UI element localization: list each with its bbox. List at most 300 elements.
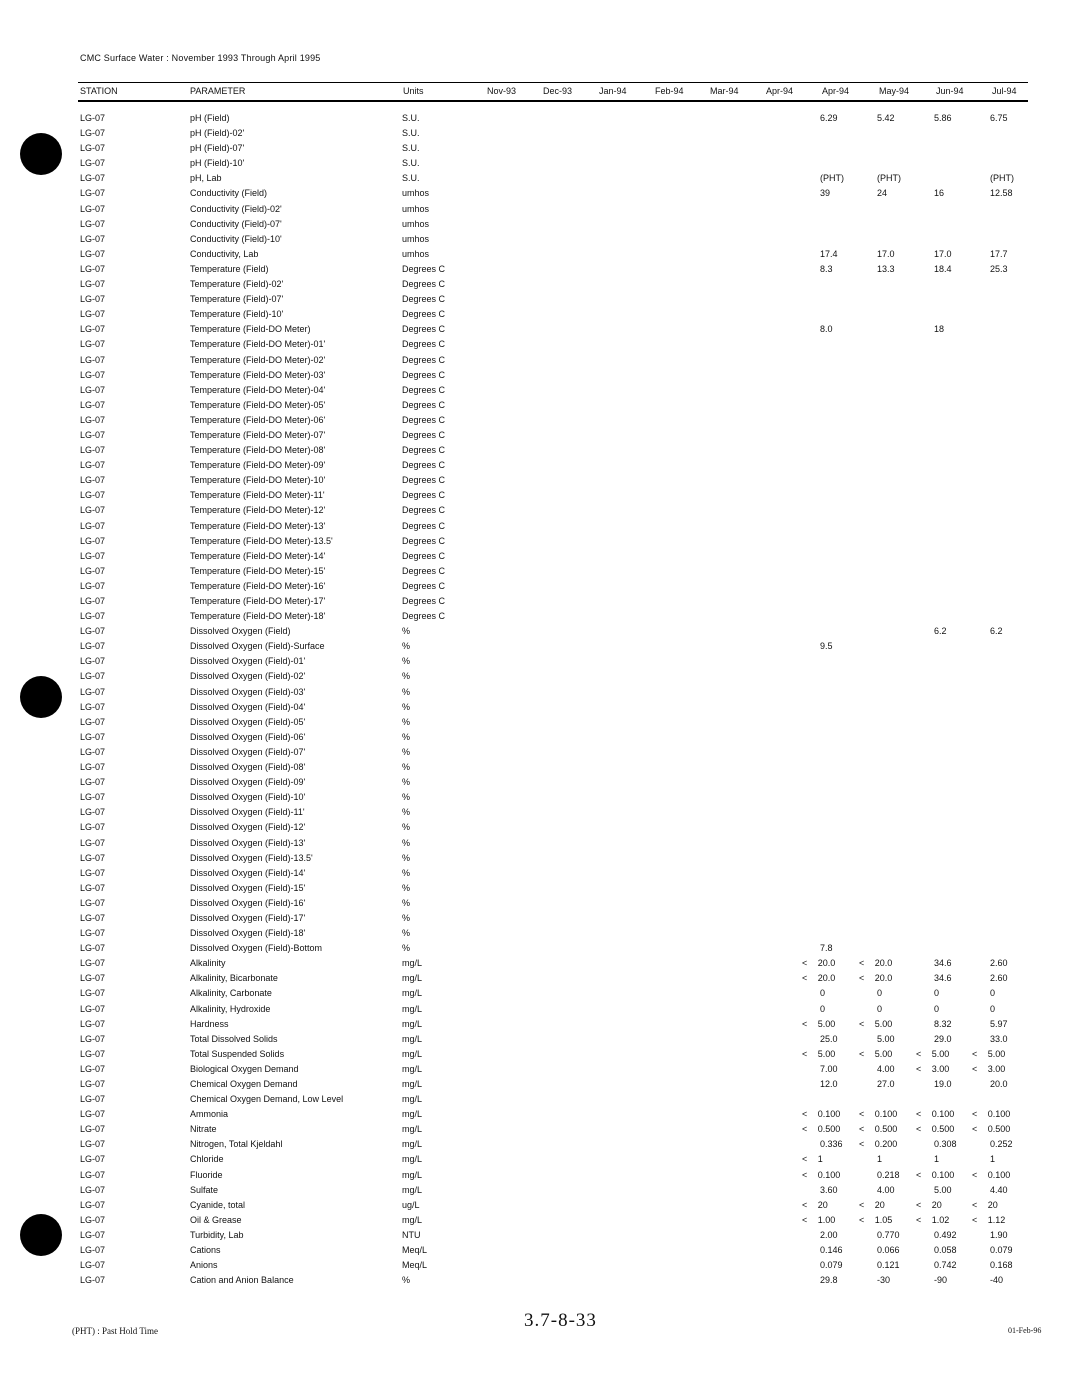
units-cell: % bbox=[402, 746, 411, 757]
col-feb-94: Feb-94 bbox=[655, 86, 684, 96]
value-cell: 9.5 bbox=[820, 641, 833, 652]
units-cell: Degrees C bbox=[402, 611, 446, 622]
table-row bbox=[0, 370, 1068, 385]
parameter-cell: Conductivity, Lab bbox=[190, 248, 259, 259]
parameter-cell: Cation and Anion Balance bbox=[190, 1275, 294, 1286]
station-cell: LG-07 bbox=[80, 354, 106, 365]
value-cell: 5.42 bbox=[877, 113, 895, 123]
units-cell: % bbox=[402, 807, 411, 818]
units-cell: % bbox=[402, 686, 411, 697]
table-row bbox=[0, 1079, 1068, 1094]
parameter-cell: Temperature (Field)-07' bbox=[190, 294, 284, 305]
units-cell: mg/L bbox=[402, 973, 423, 984]
value-cell: 0.146 bbox=[820, 1245, 843, 1256]
parameter-cell: Dissolved Oxygen (Field)-Bottom bbox=[190, 943, 323, 954]
units-cell: mg/L bbox=[402, 1018, 423, 1029]
station-cell: LG-07 bbox=[80, 309, 106, 320]
table-row bbox=[0, 1109, 1068, 1124]
station-cell: LG-07 bbox=[80, 912, 106, 923]
value-cell: 7.8 bbox=[820, 943, 833, 954]
table-header bbox=[78, 82, 1028, 102]
parameter-cell: Dissolved Oxygen (Field)-04' bbox=[190, 701, 306, 712]
parameter-cell: Cyanide, total bbox=[190, 1199, 246, 1210]
station-cell: LG-07 bbox=[80, 867, 106, 878]
parameter-cell: Chemical Oxygen Demand bbox=[190, 1079, 298, 1089]
value-cell: 0 bbox=[877, 988, 883, 999]
col-units: Units bbox=[403, 86, 424, 96]
parameter-cell: Temperature (Field-DO Meter)-18' bbox=[190, 611, 326, 622]
parameter-cell: Nitrate bbox=[190, 1124, 217, 1135]
value-cell: 0.058 bbox=[934, 1245, 957, 1256]
units-cell: % bbox=[402, 882, 411, 893]
table-row bbox=[0, 536, 1068, 551]
value-cell: 27.0 bbox=[877, 1079, 895, 1089]
table-row bbox=[0, 626, 1068, 641]
col-mar-94: Mar-94 bbox=[710, 86, 739, 96]
parameter-cell: Temperature (Field-DO Meter)-03' bbox=[190, 369, 326, 380]
parameter-cell: Anions bbox=[190, 1260, 218, 1271]
table-row bbox=[0, 687, 1068, 702]
value-cell: < 20.0 bbox=[859, 958, 893, 969]
units-cell: mg/L bbox=[402, 958, 423, 969]
parameter-cell: Ammonia bbox=[190, 1109, 229, 1120]
table-row bbox=[0, 1139, 1068, 1154]
station-cell: LG-07 bbox=[80, 731, 106, 742]
table-row bbox=[0, 475, 1068, 490]
parameter-cell: Temperature (Field-DO Meter)-06' bbox=[190, 414, 326, 425]
units-cell: Degrees C bbox=[402, 520, 446, 531]
parameter-cell: Alkalinity, Hydroxide bbox=[190, 1003, 271, 1014]
parameter-cell: Dissolved Oxygen (Field)-01' bbox=[190, 656, 306, 667]
station-cell: LG-07 bbox=[80, 1184, 106, 1195]
parameter-cell: Dissolved Oxygen (Field)-18' bbox=[190, 928, 306, 939]
table-row bbox=[0, 128, 1068, 143]
table-row bbox=[0, 505, 1068, 520]
parameter-cell: Dissolved Oxygen (Field)-13' bbox=[190, 837, 306, 848]
table-row bbox=[0, 521, 1068, 536]
value-cell: 12.58 bbox=[990, 188, 1013, 199]
value-cell: < 5.00 bbox=[972, 1048, 1006, 1059]
value-cell: < 5.00 bbox=[802, 1018, 836, 1029]
col-nov-93: Nov-93 bbox=[487, 86, 517, 96]
station-cell: LG-07 bbox=[80, 807, 106, 818]
table-row bbox=[0, 234, 1068, 249]
units-cell: umhos bbox=[402, 188, 430, 199]
value-cell: < 20.0 bbox=[802, 958, 836, 969]
table-row bbox=[0, 928, 1068, 943]
units-cell: Degrees C bbox=[402, 309, 446, 320]
table-row bbox=[0, 294, 1068, 309]
units-cell: % bbox=[402, 912, 411, 923]
value-cell: < 0.100 bbox=[802, 1169, 841, 1180]
parameter-cell: Cations bbox=[190, 1245, 221, 1256]
value-cell: 8.0 bbox=[820, 324, 833, 335]
units-cell: mg/L bbox=[402, 1003, 423, 1014]
units-cell: S.U. bbox=[402, 128, 420, 139]
units-cell: Degrees C bbox=[402, 263, 446, 274]
value-cell: 0.308 bbox=[934, 1139, 957, 1150]
parameter-cell: Nitrogen, Total Kjeldahl bbox=[190, 1139, 283, 1150]
table-row bbox=[0, 762, 1068, 777]
units-cell: Degrees C bbox=[402, 324, 446, 335]
parameter-cell: Chemical Oxygen Demand, Low Level bbox=[190, 1094, 344, 1105]
station-cell: LG-07 bbox=[80, 701, 106, 712]
value-cell: 1 bbox=[990, 1154, 996, 1165]
value-cell: 17.0 bbox=[934, 248, 952, 259]
station-cell: LG-07 bbox=[80, 973, 106, 984]
table-row bbox=[0, 792, 1068, 807]
units-cell: mg/L bbox=[402, 1094, 423, 1105]
parameter-cell: Conductivity (Field)-10' bbox=[190, 233, 282, 244]
station-cell: LG-07 bbox=[80, 580, 106, 591]
value-cell: 0.168 bbox=[990, 1260, 1013, 1271]
table-row bbox=[0, 1019, 1068, 1034]
units-cell: NTU bbox=[402, 1229, 421, 1240]
value-cell: 1.90 bbox=[990, 1229, 1008, 1240]
value-cell: < 1.00 bbox=[802, 1214, 836, 1225]
table-row bbox=[0, 611, 1068, 626]
parameter-cell: Temperature (Field-DO Meter)-10' bbox=[190, 475, 326, 486]
station-cell: LG-07 bbox=[80, 1245, 106, 1256]
parameter-cell: Dissolved Oxygen (Field)-12' bbox=[190, 822, 306, 833]
parameter-cell: Temperature (Field-DO Meter)-11' bbox=[190, 490, 325, 501]
units-cell: Degrees C bbox=[402, 596, 446, 606]
parameter-cell: Dissolved Oxygen (Field)-07' bbox=[190, 746, 306, 757]
parameter-cell: Conductivity (Field) bbox=[190, 188, 268, 199]
col-station: STATION bbox=[80, 86, 118, 96]
value-cell: -90 bbox=[934, 1275, 948, 1286]
table-row bbox=[0, 1230, 1068, 1245]
units-cell: % bbox=[402, 943, 411, 954]
station-cell: LG-07 bbox=[80, 837, 106, 848]
units-cell: Degrees C bbox=[402, 354, 446, 365]
units-cell: % bbox=[402, 822, 411, 833]
table-row bbox=[0, 1200, 1068, 1215]
station-cell: LG-07 bbox=[80, 641, 106, 652]
units-cell: S.U. bbox=[402, 113, 420, 123]
value-cell: < 5.00 bbox=[859, 1018, 893, 1029]
table-row bbox=[0, 339, 1068, 354]
station-cell: LG-07 bbox=[80, 143, 106, 154]
station-cell: LG-07 bbox=[80, 686, 106, 697]
value-cell: 0.079 bbox=[990, 1245, 1013, 1256]
value-cell: 18.4 bbox=[934, 263, 952, 274]
station-cell: LG-07 bbox=[80, 294, 106, 305]
value-cell: -30 bbox=[877, 1275, 891, 1286]
table-row bbox=[0, 898, 1068, 913]
table-row bbox=[0, 1034, 1068, 1049]
value-cell: < 20 bbox=[802, 1199, 828, 1210]
value-cell: 17.4 bbox=[820, 248, 838, 259]
station-cell: LG-07 bbox=[80, 369, 106, 380]
station-cell: LG-07 bbox=[80, 1094, 106, 1105]
table-row bbox=[0, 732, 1068, 747]
parameter-cell: Temperature (Field-DO Meter)-07' bbox=[190, 429, 326, 440]
station-cell: LG-07 bbox=[80, 505, 106, 516]
table-row bbox=[0, 143, 1068, 158]
station-cell: LG-07 bbox=[80, 520, 106, 531]
table-row bbox=[0, 822, 1068, 837]
parameter-cell: Temperature (Field-DO Meter)-01' bbox=[190, 339, 326, 350]
units-cell: Degrees C bbox=[402, 399, 446, 410]
table-row bbox=[0, 173, 1068, 188]
parameter-cell: Turbidity, Lab bbox=[190, 1229, 244, 1240]
units-cell: % bbox=[402, 641, 411, 652]
parameter-cell: Conductivity (Field)-07' bbox=[190, 218, 282, 229]
table-row bbox=[0, 1170, 1068, 1185]
parameter-cell: Dissolved Oxygen (Field)-Surface bbox=[190, 641, 325, 652]
value-cell: 18 bbox=[934, 324, 945, 335]
station-cell: LG-07 bbox=[80, 550, 106, 561]
units-cell: % bbox=[402, 867, 411, 878]
value-cell: 0.492 bbox=[934, 1229, 957, 1240]
col-may-94: May-94 bbox=[879, 86, 910, 96]
station-cell: LG-07 bbox=[80, 671, 106, 682]
table-row bbox=[0, 1260, 1068, 1275]
table-row bbox=[0, 958, 1068, 973]
value-cell: < 3.00 bbox=[972, 1063, 1006, 1074]
table-row bbox=[0, 581, 1068, 596]
units-cell: Degrees C bbox=[402, 339, 446, 350]
table-row bbox=[0, 913, 1068, 928]
value-cell: 17.0 bbox=[877, 248, 895, 259]
parameter-cell: Dissolved Oxygen (Field)-05' bbox=[190, 716, 306, 727]
parameter-cell: pH (Field)-02' bbox=[190, 128, 245, 139]
station-cell: LG-07 bbox=[80, 792, 106, 803]
parameter-cell: pH, Lab bbox=[190, 173, 222, 184]
units-cell: % bbox=[402, 852, 411, 863]
units-cell: Degrees C bbox=[402, 369, 446, 380]
table-row bbox=[0, 747, 1068, 762]
value-cell: 8.3 bbox=[820, 263, 833, 274]
value-cell: < 20.0 bbox=[802, 973, 836, 984]
parameter-cell: Temperature (Field-DO Meter)-05' bbox=[190, 399, 326, 410]
units-cell: mg/L bbox=[402, 1109, 423, 1120]
units-cell: Degrees C bbox=[402, 565, 446, 576]
units-cell: % bbox=[402, 792, 411, 803]
value-cell: 33.0 bbox=[990, 1033, 1008, 1044]
units-cell: mg/L bbox=[402, 1214, 423, 1225]
table-row bbox=[0, 868, 1068, 883]
value-cell: 0.252 bbox=[990, 1139, 1013, 1150]
value-cell: -40 bbox=[990, 1275, 1004, 1286]
col-apr-94-a: Apr-94 bbox=[766, 86, 794, 96]
station-cell: LG-07 bbox=[80, 611, 106, 622]
table-row bbox=[0, 219, 1068, 234]
table-row bbox=[0, 490, 1068, 505]
units-cell: umhos bbox=[402, 218, 430, 229]
parameter-cell: Temperature (Field-DO Meter)-02' bbox=[190, 354, 326, 365]
table-row bbox=[0, 1154, 1068, 1169]
station-cell: LG-07 bbox=[80, 1124, 106, 1135]
value-cell: 20.0 bbox=[990, 1079, 1008, 1089]
table-row bbox=[0, 1185, 1068, 1200]
value-cell: 29.0 bbox=[934, 1033, 952, 1044]
parameter-cell: Dissolved Oxygen (Field)-13.5' bbox=[190, 852, 313, 863]
parameter-cell: pH (Field)-07' bbox=[190, 143, 245, 154]
table-row bbox=[0, 158, 1068, 173]
parameter-cell: Temperature (Field-DO Meter)-04' bbox=[190, 384, 326, 395]
table-body bbox=[0, 113, 1068, 1290]
station-cell: LG-07 bbox=[80, 399, 106, 410]
value-cell: < 0.200 bbox=[859, 1139, 898, 1150]
col-jan-94: Jan-94 bbox=[599, 86, 627, 96]
table-row bbox=[0, 717, 1068, 732]
station-cell: LG-07 bbox=[80, 943, 106, 954]
parameter-cell: Temperature (Field) bbox=[190, 263, 269, 274]
units-cell: umhos bbox=[402, 248, 430, 259]
station-cell: LG-07 bbox=[80, 656, 106, 667]
value-cell: 3.60 bbox=[820, 1184, 838, 1195]
parameter-cell: Dissolved Oxygen (Field)-16' bbox=[190, 897, 306, 908]
parameter-cell: Dissolved Oxygen (Field)-14' bbox=[190, 867, 306, 878]
station-cell: LG-07 bbox=[80, 203, 106, 214]
units-cell: Degrees C bbox=[402, 535, 446, 546]
value-cell: 4.40 bbox=[990, 1184, 1008, 1195]
parameter-cell: Dissolved Oxygen (Field)-15' bbox=[190, 882, 306, 893]
value-cell: 29.8 bbox=[820, 1275, 838, 1286]
parameter-cell: Temperature (Field)-10' bbox=[190, 309, 284, 320]
table-row bbox=[0, 1049, 1068, 1064]
station-cell: LG-07 bbox=[80, 1003, 106, 1014]
value-cell: 0 bbox=[990, 988, 996, 999]
value-cell: 34.6 bbox=[934, 958, 952, 969]
units-cell: S.U. bbox=[402, 158, 420, 169]
parameter-cell: Fluoride bbox=[190, 1169, 223, 1180]
footnote: (PHT) : Past Hold Time bbox=[72, 1326, 159, 1336]
units-cell: % bbox=[402, 626, 411, 637]
station-cell: LG-07 bbox=[80, 339, 106, 350]
value-cell: 25.3 bbox=[990, 263, 1008, 274]
units-cell: mg/L bbox=[402, 1154, 423, 1165]
value-cell: 6.75 bbox=[990, 113, 1008, 123]
value-cell: < 5.00 bbox=[802, 1048, 836, 1059]
value-cell: 0 bbox=[934, 1003, 940, 1014]
station-cell: LG-07 bbox=[80, 414, 106, 425]
table-row bbox=[0, 249, 1068, 264]
table-row bbox=[0, 324, 1068, 339]
parameter-cell: Oil & Grease bbox=[190, 1214, 242, 1225]
units-cell: % bbox=[402, 656, 411, 667]
station-cell: LG-07 bbox=[80, 1154, 106, 1165]
value-cell: < 1.02 bbox=[916, 1214, 950, 1225]
table-row bbox=[0, 385, 1068, 400]
table-row bbox=[0, 460, 1068, 475]
station-cell: LG-07 bbox=[80, 158, 106, 169]
units-cell: % bbox=[402, 731, 411, 742]
document-title: CMC Surface Water : November 1993 Through April 1995 bbox=[80, 53, 321, 63]
parameter-cell: Dissolved Oxygen (Field)-10' bbox=[190, 792, 306, 803]
units-cell: S.U. bbox=[402, 143, 420, 154]
value-cell: < 0.100 bbox=[916, 1109, 955, 1120]
table-row bbox=[0, 883, 1068, 898]
station-cell: LG-07 bbox=[80, 188, 106, 199]
units-cell: Degrees C bbox=[402, 490, 446, 501]
value-cell: 6.2 bbox=[990, 626, 1003, 637]
parameter-cell: Temperature (Field-DO Meter)-12' bbox=[190, 505, 326, 516]
units-cell: Degrees C bbox=[402, 475, 446, 486]
units-cell: mg/L bbox=[402, 1124, 423, 1135]
station-cell: LG-07 bbox=[80, 263, 106, 274]
units-cell: mg/L bbox=[402, 988, 423, 999]
parameter-cell: Alkalinity, Bicarbonate bbox=[190, 973, 278, 984]
parameter-cell: Biological Oxygen Demand bbox=[190, 1063, 299, 1074]
station-cell: LG-07 bbox=[80, 1063, 106, 1074]
table-row bbox=[0, 204, 1068, 219]
station-cell: LG-07 bbox=[80, 1139, 106, 1150]
parameter-cell: Temperature (Field-DO Meter) bbox=[190, 324, 311, 335]
station-cell: LG-07 bbox=[80, 233, 106, 244]
table-row bbox=[0, 566, 1068, 581]
station-cell: LG-07 bbox=[80, 822, 106, 833]
station-cell: LG-07 bbox=[80, 762, 106, 773]
table-row bbox=[0, 838, 1068, 853]
value-cell: < 1 bbox=[802, 1154, 823, 1165]
station-cell: LG-07 bbox=[80, 445, 106, 456]
value-cell: 5.97 bbox=[990, 1018, 1008, 1029]
parameter-cell: Dissolved Oxygen (Field)-17' bbox=[190, 912, 306, 923]
col-jul-94: Jul-94 bbox=[992, 86, 1017, 96]
units-cell: Degrees C bbox=[402, 384, 446, 395]
value-cell: 7.00 bbox=[820, 1063, 838, 1074]
station-cell: LG-07 bbox=[80, 626, 106, 637]
value-cell: 5.00 bbox=[877, 1033, 895, 1044]
value-cell: 34.6 bbox=[934, 973, 952, 984]
value-cell: 0 bbox=[820, 988, 826, 999]
units-cell: mg/L bbox=[402, 1169, 423, 1180]
units-cell: % bbox=[402, 701, 411, 712]
value-cell: 0 bbox=[877, 1003, 883, 1014]
station-cell: LG-07 bbox=[80, 852, 106, 863]
value-cell: 6.29 bbox=[820, 113, 838, 123]
value-cell: < 1.05 bbox=[859, 1214, 893, 1225]
station-cell: LG-07 bbox=[80, 475, 106, 486]
parameter-cell: Temperature (Field-DO Meter)-13.5' bbox=[190, 535, 333, 546]
value-cell: 0.336 bbox=[820, 1139, 843, 1150]
value-cell: 39 bbox=[820, 188, 831, 199]
value-cell: 0.742 bbox=[934, 1260, 957, 1271]
value-cell: 4.00 bbox=[877, 1184, 895, 1195]
station-cell: LG-07 bbox=[80, 988, 106, 999]
parameter-cell: Total Dissolved Solids bbox=[190, 1033, 278, 1044]
station-cell: LG-07 bbox=[80, 897, 106, 908]
units-cell: ug/L bbox=[402, 1199, 420, 1210]
table-row bbox=[0, 1275, 1068, 1290]
value-cell: 0.121 bbox=[877, 1260, 900, 1271]
value-cell: < 0.100 bbox=[972, 1109, 1011, 1120]
station-cell: LG-07 bbox=[80, 1079, 106, 1089]
station-cell: LG-07 bbox=[80, 1214, 106, 1225]
units-cell: S.U. bbox=[402, 173, 420, 184]
units-cell: Degrees C bbox=[402, 414, 446, 425]
units-cell: Degrees C bbox=[402, 429, 446, 440]
value-cell: 17.7 bbox=[990, 248, 1008, 259]
value-cell: 16 bbox=[934, 188, 945, 199]
parameter-cell: Hardness bbox=[190, 1018, 229, 1029]
station-cell: LG-07 bbox=[80, 248, 106, 259]
station-cell: LG-07 bbox=[80, 1275, 106, 1286]
units-cell: % bbox=[402, 671, 411, 682]
value-cell: 12.0 bbox=[820, 1079, 838, 1089]
units-cell: % bbox=[402, 716, 411, 727]
units-cell: % bbox=[402, 837, 411, 848]
value-cell: 25.0 bbox=[820, 1033, 838, 1044]
station-cell: LG-07 bbox=[80, 716, 106, 727]
parameter-cell: pH (Field)-10' bbox=[190, 158, 245, 169]
station-cell: LG-07 bbox=[80, 1260, 106, 1271]
parameter-cell: Temperature (Field-DO Meter)-15' bbox=[190, 565, 326, 576]
station-cell: LG-07 bbox=[80, 279, 106, 290]
